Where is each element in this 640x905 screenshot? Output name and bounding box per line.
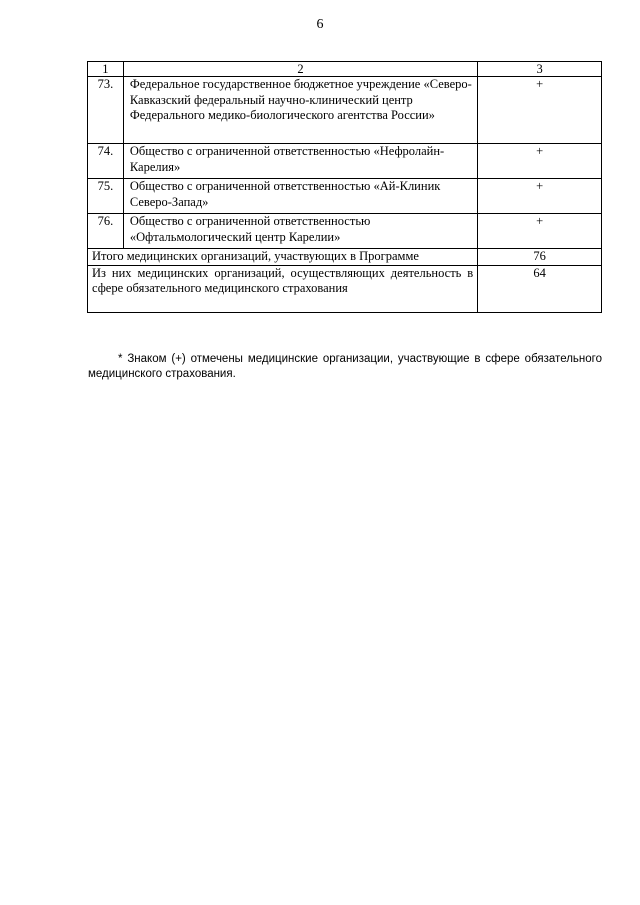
organization-name: Общество с ограниченной ответственностью «Ай-Клиник Северо-Запад»	[123, 179, 477, 214]
header-col-1: 1	[88, 62, 124, 77]
table-header-row	[88, 62, 602, 77]
table-row	[88, 144, 602, 179]
omc-total-label: Из них медицинских организаций, осуществляющих деятельность в сфере обязательного медицинского страхования	[88, 265, 478, 312]
footnote: * Знаком (+) отмечены медицинские организации, участвующие в сфере обязательного медицинского страхования.	[88, 353, 602, 380]
organizations-table	[87, 61, 602, 313]
page-number: 6	[316, 17, 324, 32]
row-number: 74.	[88, 144, 124, 179]
oms-mark: +	[478, 179, 602, 214]
row-number: 76.	[88, 214, 124, 249]
total-label: Итого медицинских организаций, участвующих в Программе	[88, 249, 478, 266]
omc-total-row	[88, 265, 602, 312]
table-row	[88, 179, 602, 214]
oms-mark: +	[478, 77, 602, 144]
oms-mark: +	[478, 144, 602, 179]
organization-name: Общество с ограниченной ответственностью «Офтальмологический центр Карелии»	[123, 214, 477, 249]
header-col-3: 3	[478, 62, 602, 77]
omc-total-value: 64	[478, 265, 602, 312]
row-number: 73.	[88, 77, 124, 144]
table-row	[88, 214, 602, 249]
header-col-2: 2	[123, 62, 477, 77]
table-row	[88, 77, 602, 144]
organization-name: Общество с ограниченной ответственностью «Нефролайн-Карелия»	[123, 144, 477, 179]
row-number: 75.	[88, 179, 124, 214]
total-row	[88, 249, 602, 266]
total-value: 76	[478, 249, 602, 266]
oms-mark: +	[478, 214, 602, 249]
organization-name: Федеральное государственное бюджетное учреждение «Северо-Кавказский федеральный научно-клинический центр Федерального медико-биологического агентства России»	[123, 77, 477, 144]
